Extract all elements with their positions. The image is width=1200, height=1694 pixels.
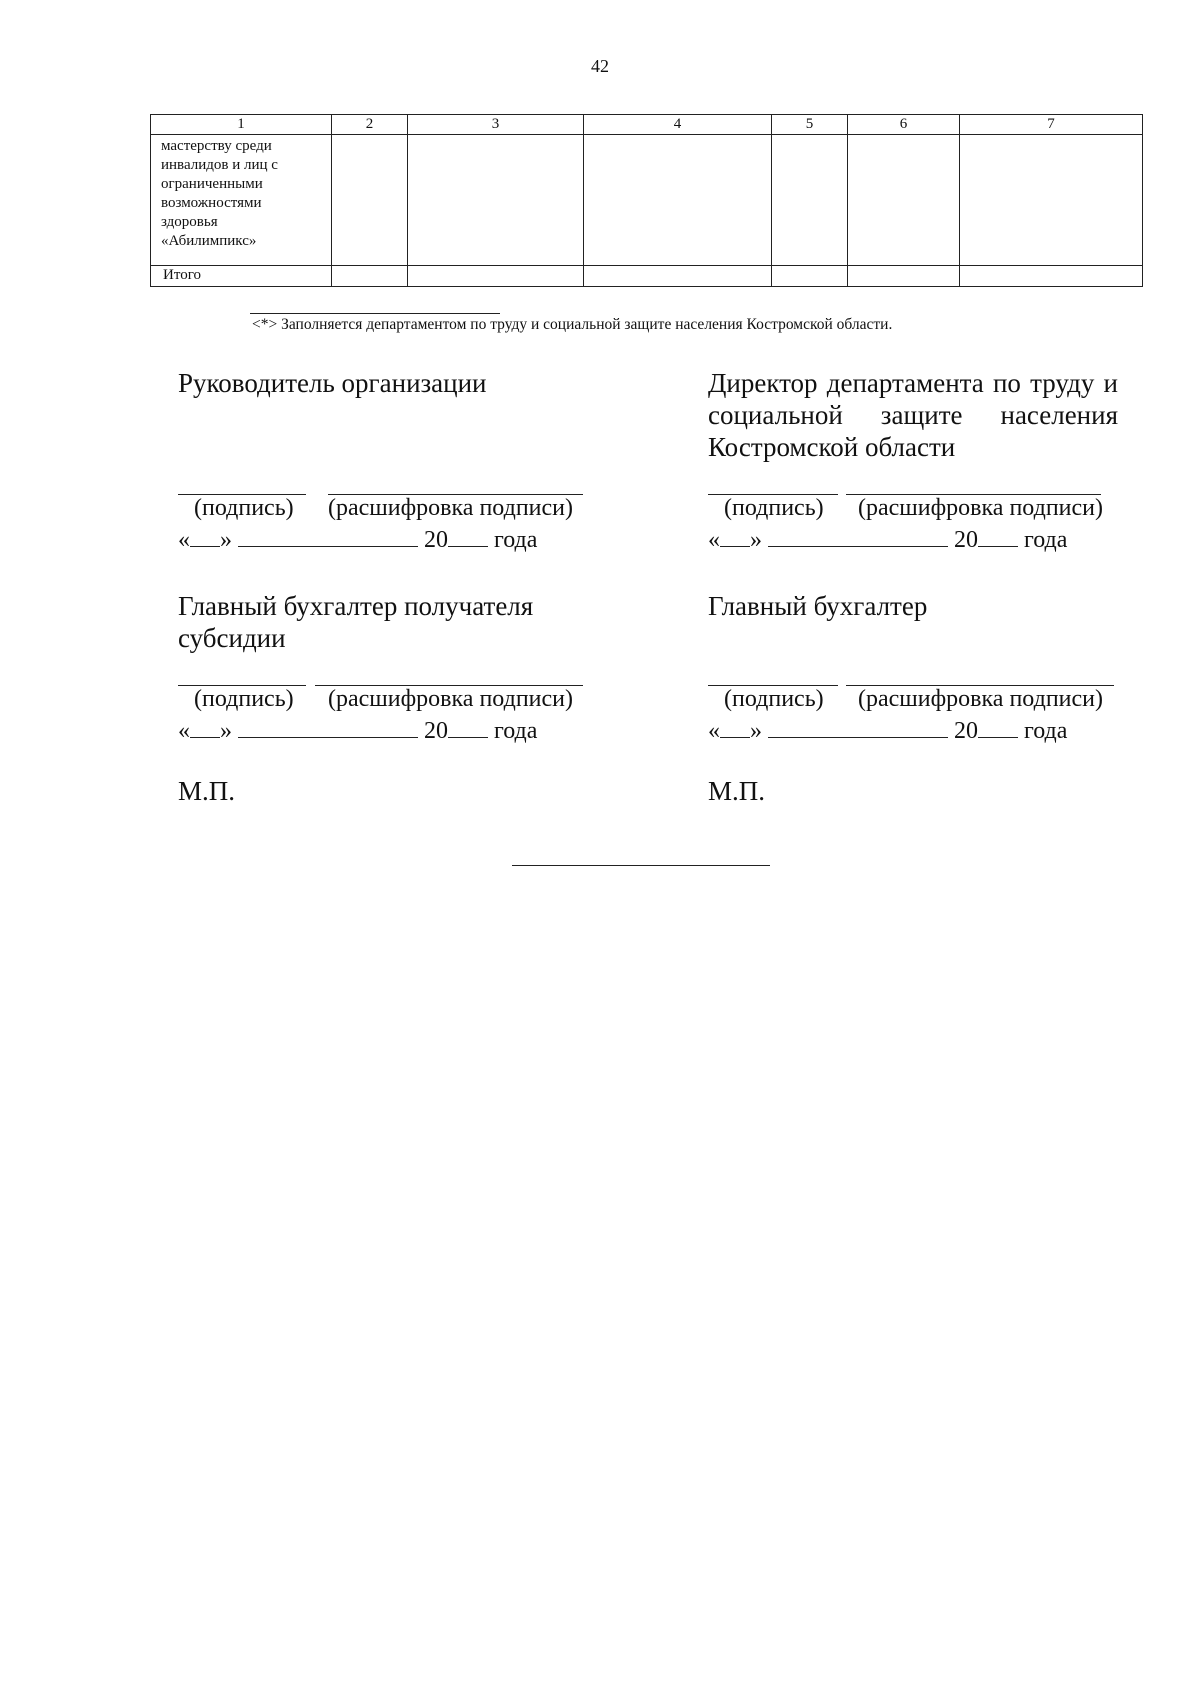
year-prefix: 20 bbox=[954, 718, 978, 744]
table-cell bbox=[584, 266, 772, 287]
report-table bbox=[150, 114, 1143, 287]
accountant-title-line: Главный бухгалтер получателя bbox=[178, 591, 534, 621]
table-cell bbox=[332, 135, 408, 266]
day-blank bbox=[190, 717, 220, 738]
year-blank bbox=[448, 717, 488, 738]
signature-decode-caption: (расшифровка подписи) bbox=[328, 495, 573, 521]
signature-caption: (подпись) bbox=[194, 686, 294, 712]
column-header: 7 bbox=[960, 115, 1143, 135]
table-row bbox=[151, 135, 1143, 266]
month-blank bbox=[238, 526, 418, 547]
cell-text-line: инвалидов и лиц с bbox=[161, 157, 278, 173]
quote-close: » bbox=[220, 718, 232, 744]
year-suffix: года bbox=[1024, 527, 1068, 553]
day-blank bbox=[720, 717, 750, 738]
page-number: 42 bbox=[591, 56, 609, 76]
table-cell bbox=[584, 135, 772, 266]
year-prefix: 20 bbox=[424, 527, 448, 553]
table-cell bbox=[332, 266, 408, 287]
cell-text-line: «Абилимпикс» bbox=[161, 233, 257, 249]
table-cell bbox=[408, 266, 584, 287]
table-cell bbox=[151, 135, 332, 266]
column-header: 2 bbox=[332, 115, 408, 135]
quote-open: « bbox=[708, 527, 720, 553]
stamp-placeholder: М.П. bbox=[178, 776, 236, 806]
table-cell bbox=[960, 266, 1143, 287]
accountant-title bbox=[178, 590, 533, 654]
closing-rule bbox=[512, 865, 770, 866]
director-title: Директор департамента по труду и социальной защите населения Костромской области bbox=[708, 368, 1118, 462]
cell-text-line: мастерству среди bbox=[161, 138, 272, 154]
year-prefix: 20 bbox=[424, 718, 448, 744]
cell-text-line: здоровья bbox=[161, 214, 218, 230]
quote-open: « bbox=[708, 718, 720, 744]
quote-close: » bbox=[220, 527, 232, 553]
year-suffix: года bbox=[1024, 718, 1068, 744]
table-cell bbox=[960, 135, 1143, 266]
table-cell bbox=[408, 135, 584, 266]
date-line bbox=[178, 526, 537, 554]
table-header-row bbox=[151, 115, 1143, 135]
year-blank bbox=[448, 526, 488, 547]
year-suffix: года bbox=[494, 527, 538, 553]
quote-close: » bbox=[750, 527, 762, 553]
table-cell bbox=[848, 266, 960, 287]
signature-caption: (подпись) bbox=[724, 686, 824, 712]
cell-text-line: ограниченными bbox=[161, 176, 263, 192]
month-blank bbox=[768, 526, 948, 547]
cell-text-line: возможностями bbox=[161, 195, 262, 211]
day-blank bbox=[190, 526, 220, 547]
table-cell bbox=[772, 135, 848, 266]
signature-caption: (подпись) bbox=[194, 495, 294, 521]
signature-caption: (подпись) bbox=[724, 495, 824, 521]
quote-open: « bbox=[178, 718, 190, 744]
accountant-title-line: субсидии bbox=[178, 623, 286, 653]
accountant-title: Главный бухгалтер bbox=[708, 591, 928, 621]
month-blank bbox=[238, 717, 418, 738]
quote-open: « bbox=[178, 527, 190, 553]
year-blank bbox=[978, 717, 1018, 738]
total-label: Итого bbox=[151, 266, 332, 287]
column-header: 1 bbox=[151, 115, 332, 135]
date-line bbox=[178, 717, 537, 745]
table-total-row bbox=[151, 266, 1143, 287]
table-cell bbox=[848, 135, 960, 266]
year-blank bbox=[978, 526, 1018, 547]
footnote-separator bbox=[250, 313, 500, 314]
column-header: 5 bbox=[772, 115, 848, 135]
column-header: 3 bbox=[408, 115, 584, 135]
year-prefix: 20 bbox=[954, 527, 978, 553]
date-line bbox=[708, 717, 1067, 745]
year-suffix: года bbox=[494, 718, 538, 744]
column-header: 6 bbox=[848, 115, 960, 135]
signature-decode-caption: (расшифровка подписи) bbox=[858, 686, 1103, 712]
org-head-title: Руководитель организации bbox=[178, 368, 487, 398]
table-cell bbox=[772, 266, 848, 287]
footnote-text: <*> Заполняется департаментом по труду и социальной защите населения Костромской области. bbox=[252, 316, 893, 333]
stamp-placeholder: М.П. bbox=[708, 776, 766, 806]
date-line bbox=[708, 526, 1067, 554]
day-blank bbox=[720, 526, 750, 547]
column-header: 4 bbox=[584, 115, 772, 135]
signature-decode-caption: (расшифровка подписи) bbox=[858, 495, 1103, 521]
month-blank bbox=[768, 717, 948, 738]
signature-decode-caption: (расшифровка подписи) bbox=[328, 686, 573, 712]
quote-close: » bbox=[750, 718, 762, 744]
